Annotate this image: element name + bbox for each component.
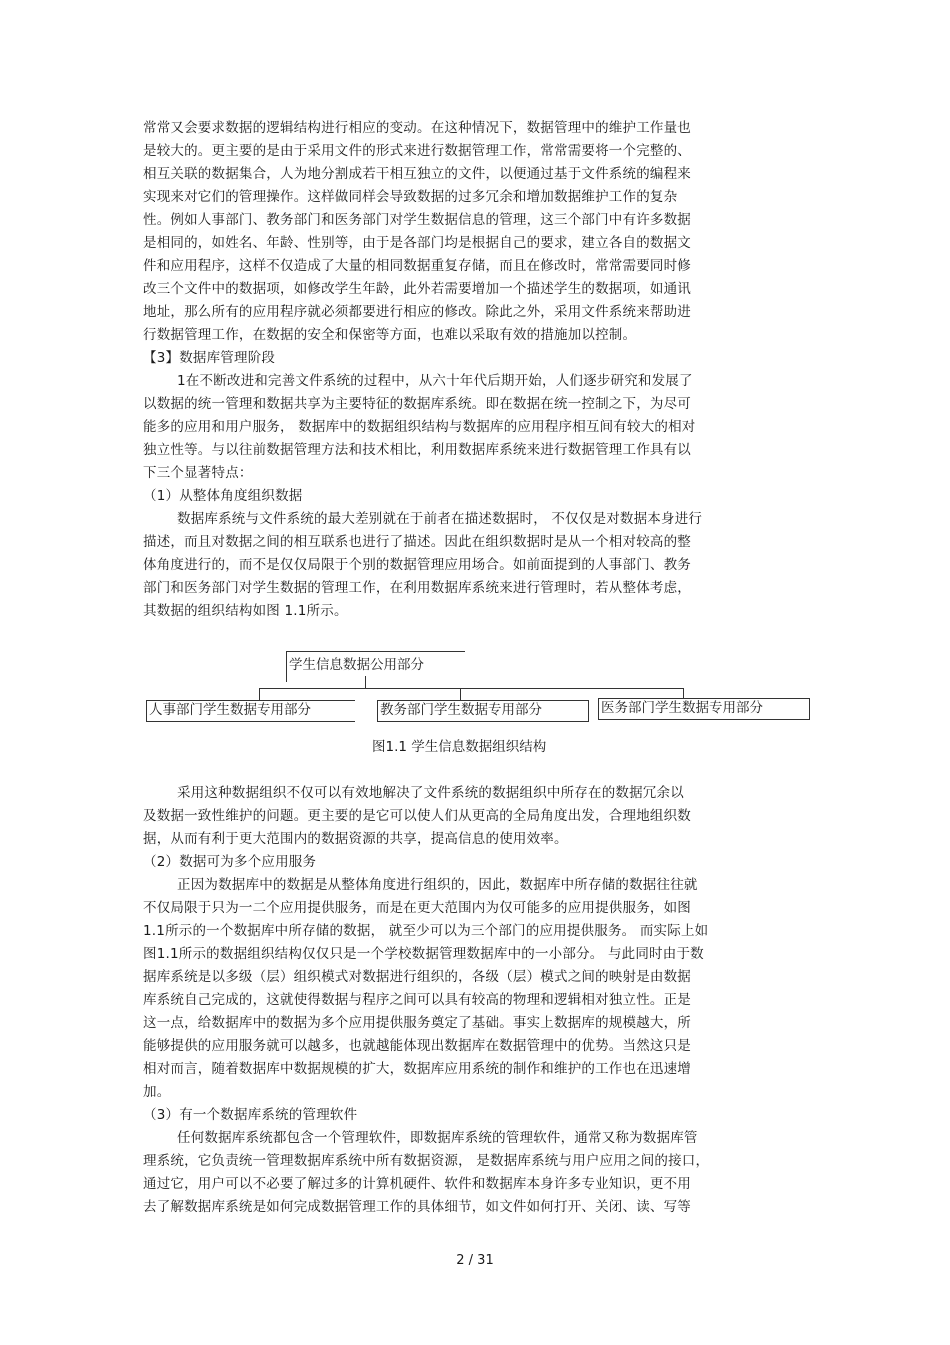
connector-line bbox=[259, 688, 683, 689]
text-line: 以数据的统一管理和数据共享为主要特征的数据库系统。即在数据在统一控制之下，为尽可 bbox=[143, 396, 691, 412]
text-line: 独立性等。与以往前数据管理方法和技术相比，利用数据库系统来进行数据管理工作具有以 bbox=[143, 442, 691, 458]
text-line: 理系统，它负责统一管理数据库系统中所有数据资源， 是数据库系统与用户应用之间的接口， bbox=[143, 1153, 710, 1169]
text-line: 加。 bbox=[143, 1084, 171, 1100]
text-line: 下三个显著特点： bbox=[143, 465, 253, 481]
text-line: 1.1所示的一个数据库中所存储的数据， 就至少可以为三个部门的应用提供服务。 而实际上如 bbox=[143, 923, 709, 939]
text-line: 实现来对它们的管理操作。这样做同样会导致数据的过多冗余和增加数据维护工作的复杂 bbox=[143, 189, 678, 205]
medical-box: 医务部门学生数据专用部分 bbox=[598, 698, 810, 720]
text-line: 据库系统是以多级（层）组织模式对数据进行组织的，各级（层）模式之间的映射是由数据 bbox=[143, 969, 691, 985]
text-line: 部门和医务部门对学生数据的管理工作，在利用数据库系统来进行管理时，若从整体考虑， bbox=[143, 580, 691, 596]
text-line: 改三个文件中的数据项，如修改学生年龄，此外若需要增加一个描述学生的数据项，如通讯 bbox=[143, 281, 691, 297]
text-line: 及数据一致性维护的问题。更主要的是它可以使人们从更高的全局角度出发，合理地组织数 bbox=[143, 808, 691, 824]
subsection-heading: （3）有一个数据库系统的管理软件 bbox=[143, 1107, 358, 1123]
text-line: 图1.1所示的数据组织结构仅仅只是一个学校数据管理数据库中的一小部分。 与此同时由于数 bbox=[143, 946, 704, 962]
text-line: 行数据管理工作，在数据的安全和保密等方面，也难以采取有效的措施加以控制。 bbox=[143, 327, 637, 343]
text-line: 件和应用程序，这样不仅造成了大量的相同数据重复存储，而且在修改时，常常需要同时修 bbox=[143, 258, 691, 274]
text-line: 库系统自己完成的，这就使得数据与程序之间可以具有较高的物理和逻辑相对独立性。正是 bbox=[143, 992, 691, 1008]
connector-line bbox=[365, 676, 366, 688]
text-line: 体角度进行的，而不是仅仅局限于个别的数据管理应用场合。如前面提到的人事部门、教务 bbox=[143, 557, 691, 573]
text-line: 是相同的，如姓名、年龄、性别等，由于是各部门均是根据自己的要求，建立各自的数据文 bbox=[143, 235, 691, 251]
text-line: 是较大的。更主要的是由于采用文件的形式来进行数据管理工作，常常需要将一个完整的、 bbox=[143, 143, 691, 159]
text-line: 描述，而且对数据之间的相互联系也进行了描述。因此在组织数据时是从一个相对较高的整 bbox=[143, 534, 691, 550]
figure-caption: 图1.1 学生信息数据组织结构 bbox=[372, 739, 547, 755]
text-line: 去了解数据库系统是如何完成数据管理工作的具体细节，如文件如何打开、关闭、读、写等 bbox=[143, 1199, 691, 1215]
section-heading: 【3】数据库管理阶段 bbox=[143, 350, 276, 366]
text-line: 1在不断改进和完善文件系统的过程中，从六十年代后期开始，人们逐步研究和发展了 bbox=[177, 373, 693, 389]
academic-box: 教务部门学生数据专用部分 bbox=[377, 700, 589, 722]
connector-line bbox=[460, 688, 461, 700]
text-line: 常常又会要求数据的逻辑结构进行相应的变动。在这种情况下，数据管理中的维护工作量也 bbox=[143, 120, 691, 136]
text-line: 通过它，用户可以不必要了解过多的计算机硬件、软件和数据库本身许多专业知识，更不用 bbox=[143, 1176, 691, 1192]
text-line: 其数据的组织结构如图 1.1所示。 bbox=[143, 603, 348, 619]
subsection-heading: （1）从整体角度组织数据 bbox=[143, 488, 303, 504]
text-line: 能多的应用和用户服务， 数据库中的数据组织结构与数据库的应用程序相互间有较大的相对 bbox=[143, 419, 696, 435]
page-number: 2 / 31 bbox=[456, 1253, 494, 1268]
text-line: 数据库系统与文件系统的最大差别就在于前者在描述数据时， 不仅仅是对数据本身进行 bbox=[177, 511, 703, 527]
text-line: 正因为数据库中的数据是从整体角度进行组织的，因此，数据库中所存储的数据往往就 bbox=[177, 877, 698, 893]
top-box: 学生信息数据公用部分 bbox=[286, 651, 465, 682]
text-line: 性。例如人事部门、教务部门和医务部门对学生数据信息的管理，这三个部门中有许多数据 bbox=[143, 212, 691, 228]
text-line: 地址，那么所有的应用程序就必须都要进行相应的修改。除此之外，采用文件系统来帮助进 bbox=[143, 304, 691, 320]
text-line: 这一点，给数据库中的数据为多个应用提供服务奠定了基础。事实上数据库的规模越大，所 bbox=[143, 1015, 691, 1031]
text-line: 相互关联的数据集合，人为地分割成若干相互独立的文件，以便通过基于文件系统的编程来 bbox=[143, 166, 691, 182]
text-line: 能够提供的应用服务就可以越多，也就越能体现出数据库在数据管理中的优势。当然这只是 bbox=[143, 1038, 691, 1054]
subsection-heading: （2）数据可为多个应用服务 bbox=[143, 854, 317, 870]
text-line: 相对而言，随着数据库中数据规模的扩大，数据库应用系统的制作和维护的工作也在迅速增 bbox=[143, 1061, 691, 1077]
text-line: 不仅局限于只为一二个应用提供服务，而是在更大范围内为仅可能多的应用提供服务，如图 bbox=[143, 900, 691, 916]
text-line: 采用这种数据组织不仅可以有效地解决了文件系统的数据组织中所存在的数据冗余以 bbox=[177, 785, 684, 801]
text-line: 据，从而有利于更大范围内的数据资源的共享，提高信息的使用效率。 bbox=[143, 831, 568, 847]
hr-box: 人事部门学生数据专用部分 bbox=[146, 700, 355, 722]
text-line: 任何数据库系统都包含一个管理软件，即数据库系统的管理软件，通常又称为数据库管 bbox=[177, 1130, 698, 1146]
connector-line bbox=[259, 688, 260, 700]
